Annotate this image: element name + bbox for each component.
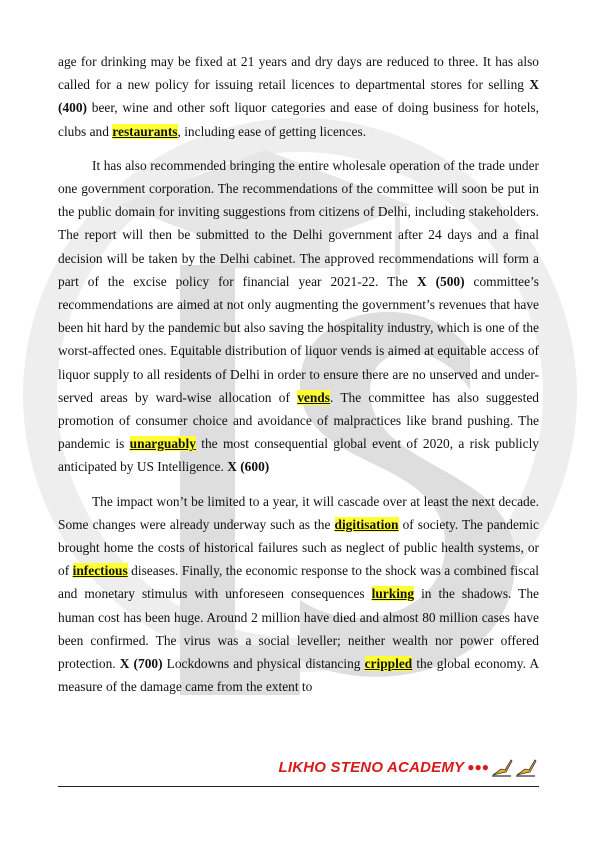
word-count-marker: X (400) bbox=[58, 77, 539, 116]
highlighted-word: digitisation bbox=[334, 516, 399, 532]
footer-brand bbox=[279, 757, 538, 777]
highlighted-word: infectious bbox=[72, 563, 128, 579]
paragraph bbox=[58, 154, 539, 479]
text-segment: , including ease of getting licences. bbox=[177, 123, 367, 139]
word-count-marker: X (500) bbox=[416, 273, 465, 289]
footer-rule bbox=[58, 786, 539, 787]
text-segment: committee’s recommendations are aimed at not only augmenting the government’s revenues that have been hit hard by the pandemic but also saving the hospitality industry, which is one of the worst-affected ones. Equitable distribution of liquor vends is aimed at equitable access of liquor supply to all residents of Delhi in order to ensure there are no unserved and under-served areas by ward-wise allocation of bbox=[58, 273, 539, 405]
text-segment: of society. The pandemic brought home the costs of historical failures such as neglect of public health systems, or of bbox=[58, 516, 539, 579]
text-segment: in the shadows. The human cost has been huge. Around 2 million have died and almost 80 million cases have been confirmed. The virus was a social leveller; neither wealth nor power offered protection. bbox=[58, 586, 539, 672]
writing-hand-icon bbox=[515, 757, 537, 777]
text-segment: the global economy. A measure of the damage came from the extent to bbox=[58, 656, 539, 695]
brand-name: LIKHO STENO ACADEMY bbox=[278, 758, 465, 776]
highlighted-word: unarguably bbox=[129, 436, 196, 452]
text-segment: It has also recommended bringing the entire wholesale operation of the trade under one government corporation. The recommendations of the committee will soon be put in the public domain for inviting suggestions from citizens of Delhi, including stakeholders. The report will then be submitted to the Delhi government after 24 days and a final decision will be taken by the Delhi cabinet. The approved recommendations will form a part of the excise policy for financial year 2021-22. The bbox=[58, 157, 539, 289]
highlighted-word: lurking bbox=[371, 586, 415, 602]
text-segment: age for drinking may be fixed at 21 years and dry days are reduced to three. It has also called for a new policy for issuing retail licences to departmental stores for selling bbox=[58, 54, 539, 93]
document-body bbox=[58, 50, 539, 698]
text-segment: the most consequential global event of 2020, a risk publicly anticipated by US Intelligence. bbox=[58, 436, 539, 475]
highlighted-word: vends bbox=[297, 389, 330, 405]
highlighted-word: crippled bbox=[364, 656, 413, 672]
highlighted-word: restaurants bbox=[112, 123, 178, 139]
writing-hand-icon bbox=[491, 757, 513, 777]
paragraph bbox=[58, 490, 539, 699]
text-segment: . The committee has also suggested promotion of consumer choice and avoidance of malpractices like brand pushing. The pandemic is bbox=[58, 389, 539, 452]
word-count-marker: X (600) bbox=[227, 459, 270, 475]
paragraph bbox=[58, 50, 539, 143]
word-count-marker: X (700) bbox=[119, 656, 163, 672]
text-segment: diseases. Finally, the economic response to the shock was a combined fiscal and monetary stimulus with unforeseen consequences bbox=[58, 563, 539, 602]
text-segment: beer, wine and other soft liquor categories and ease of doing business for hotels, clubs and bbox=[58, 100, 539, 139]
brand-dots: ●●● bbox=[467, 759, 489, 774]
text-segment: Lockdowns and physical distancing bbox=[162, 656, 365, 672]
text-segment: The impact won’t be limited to a year, it will cascade over at least the next decade. Some changes were already underway such as the bbox=[58, 493, 539, 532]
